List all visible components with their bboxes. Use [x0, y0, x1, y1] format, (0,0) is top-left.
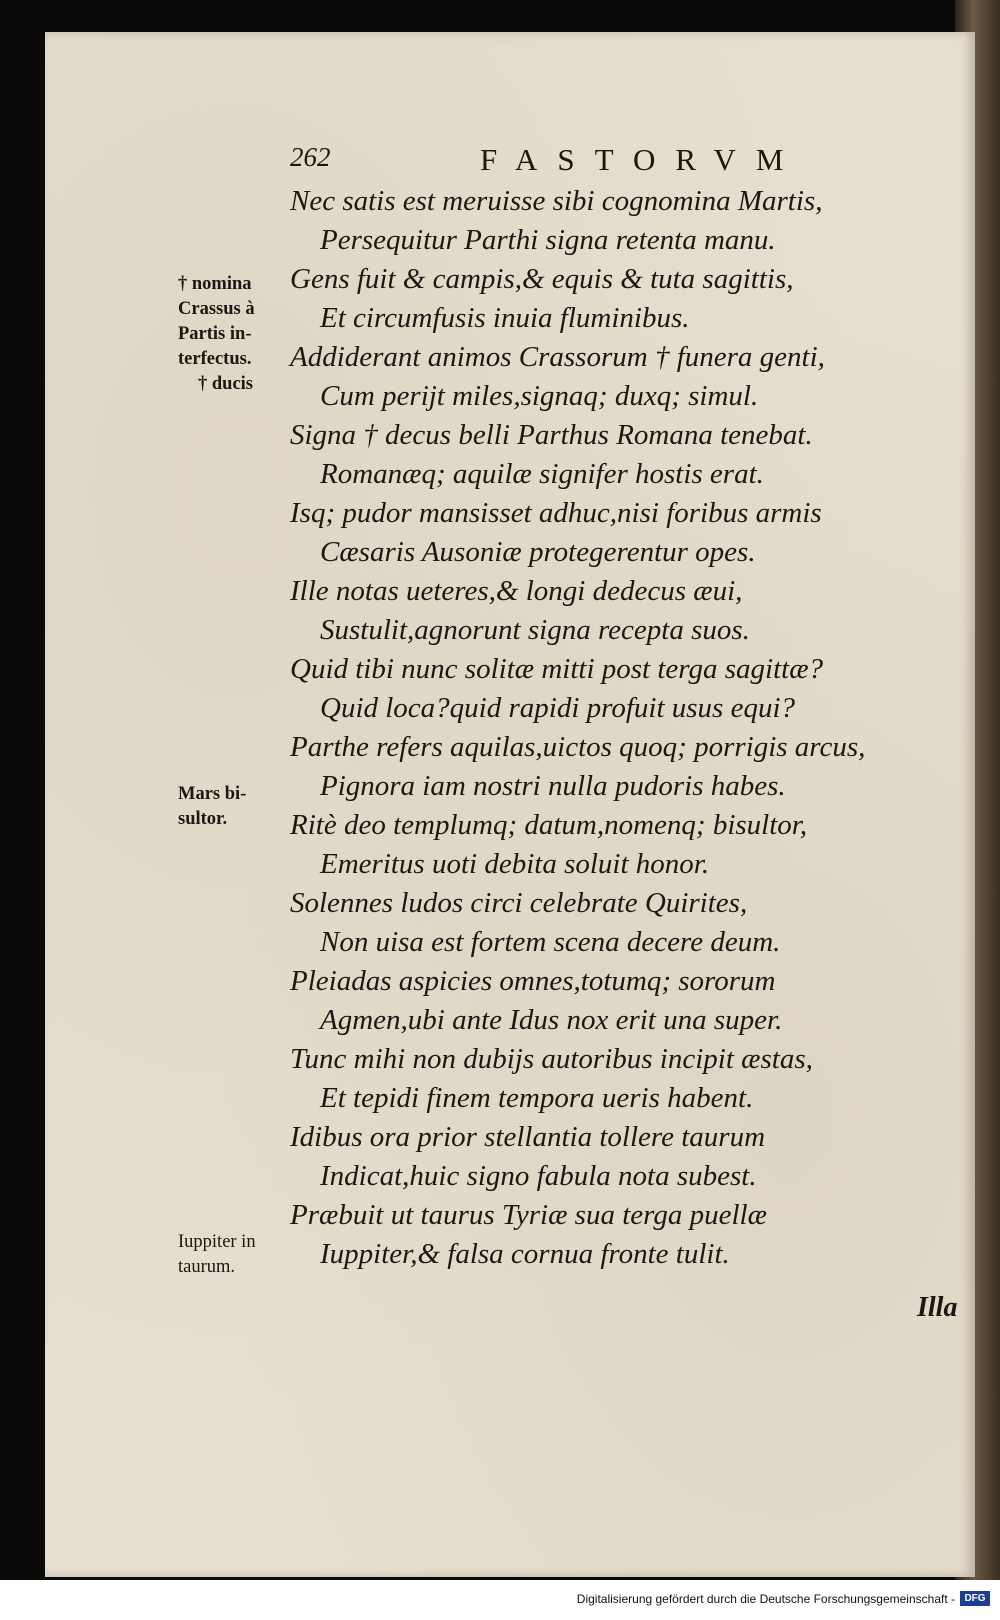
verse-line: Gens fuit & campis,& equis & tuta sagittis, — [290, 263, 794, 295]
verse-line: Agmen,ubi ante Idus nox erit una super. — [320, 1004, 783, 1036]
verse-line: Emeritus uoti debita soluit honor. — [320, 848, 710, 880]
margin-note-line: Mars bi- — [178, 784, 247, 804]
verse-line: Et tepidi finem tempora ueris habent. — [320, 1082, 754, 1114]
margin-note-mars — [178, 782, 293, 832]
margin-note-line: Crassus à — [178, 299, 255, 319]
verse-line: Ille notas ueteres,& longi dedecus æui, — [290, 575, 743, 607]
margin-note-line: † nomina — [178, 274, 252, 294]
footer-bar — [0, 1580, 1000, 1620]
verse-line: Cum perijt miles,signaq; duxq; simul. — [320, 380, 759, 412]
verse-line: Iuppiter,& falsa cornua fronte tulit. — [320, 1238, 730, 1270]
page-number: 262 — [290, 142, 331, 172]
margin-note-line: terfectus. — [178, 349, 252, 369]
verse-line: Parthe refers aquilas,uictos quoq; porrigis arcus, — [290, 731, 866, 763]
margin-note-line: sultor. — [178, 809, 228, 829]
verse-line: Et circumfusis inuia fluminibus. — [320, 302, 690, 334]
verse-line: Signa † decus belli Parthus Romana tenebat. — [290, 419, 813, 451]
catchword: Illa — [917, 1292, 958, 1323]
verse-text — [290, 182, 866, 1274]
verse-line: Indicat,huic signo fabula nota subest. — [320, 1160, 757, 1192]
verse-line: Idibus ora prior stellantia tollere taurum — [290, 1121, 766, 1153]
page-header — [290, 142, 815, 182]
verse-line: Nec satis est meruisse sibi cognomina Martis, — [290, 185, 823, 217]
verse-line: Isq; pudor mansisset adhuc,nisi foribus armis — [290, 497, 822, 529]
verse-line: Cæsaris Ausoniæ protegerentur opes. — [320, 536, 756, 568]
verse-line: Pleiadas aspicies omnes,totumq; sororum — [290, 965, 776, 997]
verse-line: Solennes ludos circi celebrate Quirites, — [290, 887, 748, 919]
margin-note-line: † ducis — [198, 374, 254, 394]
dfg-logo: DFG — [960, 1591, 990, 1606]
running-head: FASTORVM — [480, 142, 804, 177]
verse-line: Romanæq; aquilæ signifer hostis erat. — [320, 458, 764, 490]
margin-note-line: Iuppiter in — [178, 1232, 256, 1252]
verse-line: Pignora iam nostri nulla pudoris habes. — [320, 770, 786, 802]
margin-note-crassus — [178, 272, 293, 397]
verse-line: Non uisa est fortem scena decere deum. — [320, 926, 781, 958]
margin-note-iuppiter — [178, 1230, 293, 1280]
verse-line: Persequitur Parthi signa retenta manu. — [320, 224, 776, 256]
verse-line: Sustulit,agnorunt signa recepta suos. — [320, 614, 750, 646]
verse-line: Ritè deo templumq; datum,nomenq; bisultor, — [290, 809, 808, 841]
margin-note-line: taurum. — [178, 1257, 236, 1277]
verse-line: Tunc mihi non dubijs autoribus incipit æstas, — [290, 1043, 813, 1075]
verse-line: Quid tibi nunc solitæ mitti post terga sagittæ? — [290, 653, 824, 685]
verse-line: Quid loca?quid rapidi profuit usus equi? — [320, 692, 796, 724]
footer-credit: Digitalisierung gefördert durch die Deutsche Forschungsgemeinschaft - — [576, 1592, 955, 1606]
margin-note-line: Partis in- — [178, 324, 252, 344]
verse-line: Præbuit ut taurus Tyriæ sua terga puellæ — [290, 1199, 767, 1231]
verse-line: Addiderant animos Crassorum † funera genti, — [290, 341, 825, 373]
